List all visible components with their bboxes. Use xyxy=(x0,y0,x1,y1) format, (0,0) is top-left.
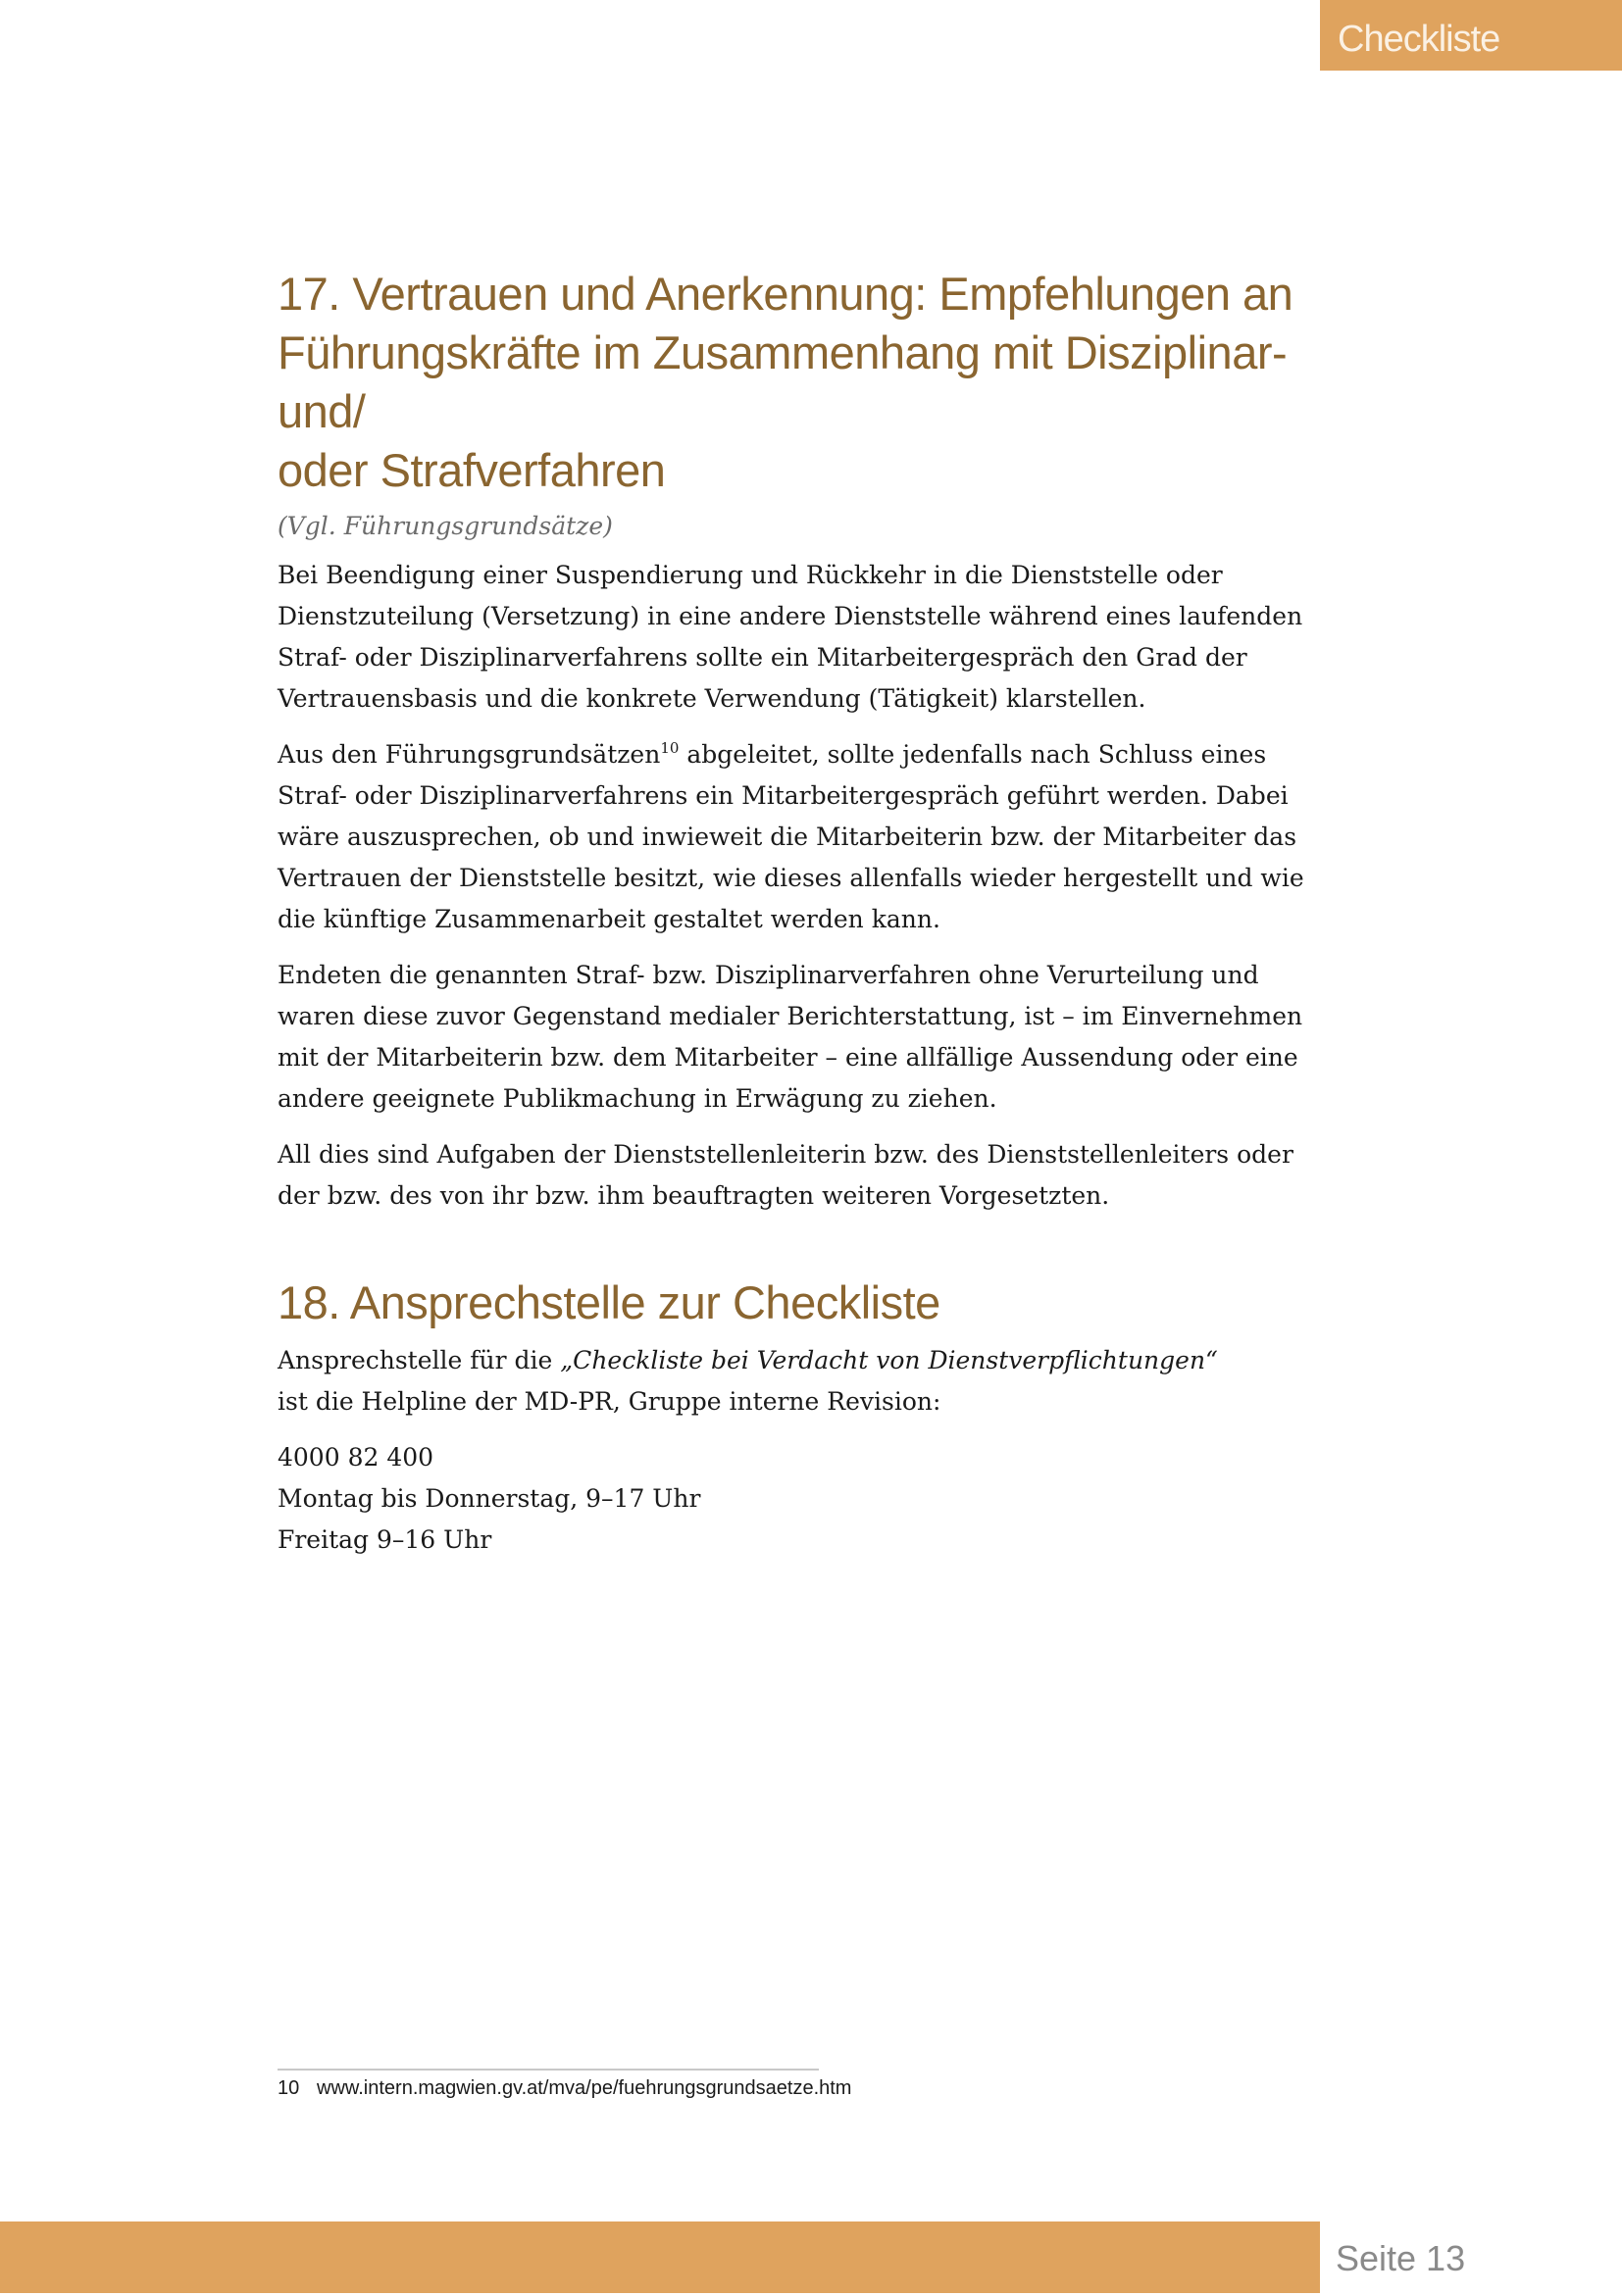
footnote xyxy=(278,2074,851,2102)
header-tab xyxy=(1320,0,1622,71)
intro-rest: ist die Helpline der MD-PR, Gruppe interne Revision: xyxy=(278,1387,941,1416)
section-17-heading xyxy=(278,265,1337,500)
section-17-heading-line3: oder Strafverfahren xyxy=(278,444,666,496)
page-content xyxy=(278,265,1337,1575)
section-18-heading: 18. Ansprechstelle zur Checkliste xyxy=(278,1276,940,1328)
footer-bar xyxy=(0,2221,1320,2293)
section-17-paragraph-1: Bei Beendigung einer Suspendierung und Rückkehr in die Dienststelle oder Dienstzuteilung (Versetzung) in eine andere Dienststelle während eines laufenden Straf- oder Disziplinarverfahrens sollte ein Mitarbeitergespräch den Grad der Vertrauensbasis und die konkrete Verwendung (Tätigkeit) klarstellen. xyxy=(278,561,1303,713)
section-17-paragraph-2 xyxy=(278,734,1337,940)
header-tab-label: Checkliste xyxy=(1338,19,1500,60)
section-17-note: (Vgl. Führungsgrundsätze) xyxy=(278,512,613,540)
footnote-link[interactable]: www.intern.magwien.gv.at/mva/pe/fuehrungsgrundsaetze.htm xyxy=(317,2077,852,2099)
phone-number: 4000 82 400 xyxy=(278,1443,434,1472)
footnote-divider xyxy=(278,2069,819,2071)
paragraph-2-start: Aus den Führungsgrundsätzen xyxy=(278,740,661,769)
contact-block xyxy=(278,1437,1337,1561)
footnote-reference[interactable]: 10 xyxy=(660,739,680,757)
footnote-number: 10 xyxy=(278,2077,300,2099)
hours-weekdays: Montag bis Donnerstag, 9–17 Uhr xyxy=(278,1484,701,1513)
section-17-heading-line2: Führungskräfte im Zusammenhang mit Disziplinar- und/ xyxy=(278,326,1288,437)
section-18-intro xyxy=(278,1340,1337,1423)
hours-friday: Freitag 9–16 Uhr xyxy=(278,1525,492,1554)
section-17-paragraph-3: Endeten die genannten Straf- bzw. Disziplinarverfahren ohne Verurteilung und waren diese zuvor Gegenstand medialer Berichterstattung, ist – im Einvernehmen mit der Mitarbeiterin bzw. dem Mitarbeiter – eine allfällige Aussendung oder eine andere geeignete Publikmachung in Erwägung zu ziehen. xyxy=(278,961,1303,1113)
checklist-title: „Checkliste bei Verdacht von Dienstverpflichtungen“ xyxy=(560,1346,1218,1374)
section-17-heading-line1: 17. Vertrauen und Anerkennung: Empfehlungen an xyxy=(278,268,1293,320)
paragraph-2-rest: abgeleitet, sollte jedenfalls nach Schluss eines Straf- oder Disziplinarverfahrens ein Mitarbeitergespräch geführt werden. Dabei wäre auszusprechen, ob und inwieweit die Mitarbeiterin bzw. der Mitarbeiter das Vertrauen der Dienststelle besitzt, wie dieses allenfalls wieder hergestellt und wie die künftige Zusammenarbeit gestaltet werden kann. xyxy=(278,740,1304,933)
page-number: Seite 13 xyxy=(1336,2238,1466,2278)
section-17-paragraph-4: All dies sind Aufgaben der Dienststellenleiterin bzw. des Dienststellenleiters oder der bzw. des von ihr bzw. ihm beauftragten weiteren Vorgesetzten. xyxy=(278,1140,1293,1210)
intro-start: Ansprechstelle für die xyxy=(278,1346,561,1374)
